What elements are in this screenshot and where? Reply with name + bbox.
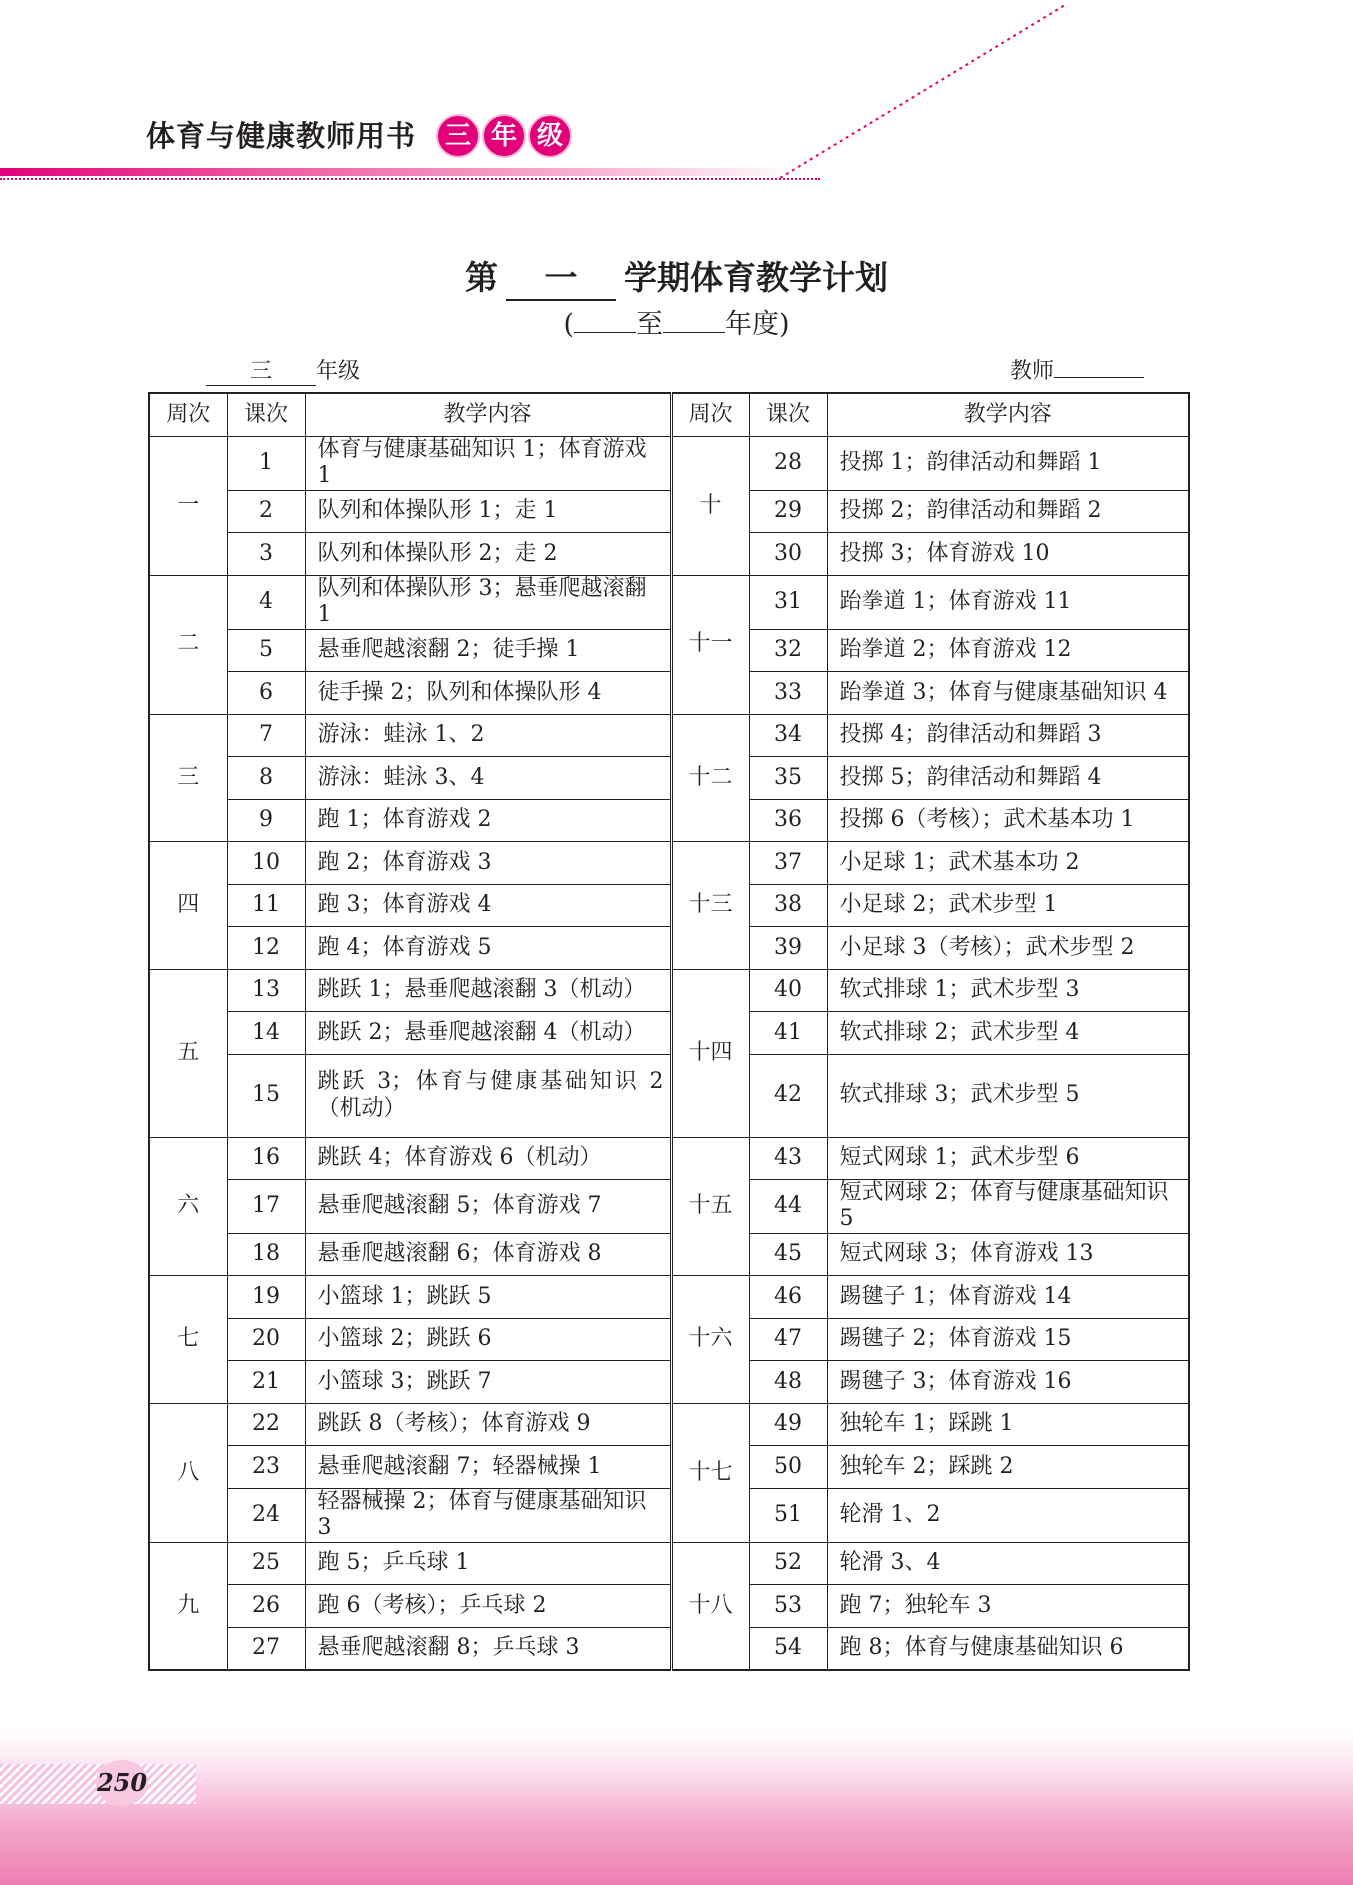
table-row — [149, 1180, 1189, 1234]
lesson-content-cell: 投掷 2；韵律活动和舞蹈 2 — [827, 490, 1189, 533]
grade-badge-2: 年 — [482, 114, 526, 158]
book-title: 体育与健康教师用书 — [146, 119, 417, 153]
lesson-number-cell: 33 — [749, 672, 827, 715]
lesson-number-cell: 10 — [227, 842, 305, 885]
lesson-content-cell: 软式排球 2；武术步型 4 — [827, 1012, 1189, 1055]
lesson-number-cell: 17 — [227, 1180, 305, 1234]
page-number: 250 — [96, 1760, 148, 1806]
lesson-number-cell: 43 — [749, 1137, 827, 1180]
lesson-number-cell: 16 — [227, 1137, 305, 1180]
lesson-number-cell: 9 — [227, 799, 305, 842]
table-row — [149, 1012, 1189, 1055]
lesson-number-cell: 51 — [749, 1488, 827, 1542]
lesson-number-cell: 12 — [227, 927, 305, 970]
table-row — [149, 1627, 1189, 1670]
lesson-number-cell: 20 — [227, 1318, 305, 1361]
lesson-number-cell: 40 — [749, 969, 827, 1012]
table-header-row — [149, 393, 1189, 437]
lesson-number-cell: 42 — [749, 1054, 827, 1137]
lesson-number-cell: 25 — [227, 1542, 305, 1585]
header-content: 教学内容 — [827, 393, 1189, 437]
table-row — [149, 1318, 1189, 1361]
lesson-number-cell: 48 — [749, 1361, 827, 1404]
lesson-number-cell: 19 — [227, 1276, 305, 1319]
lesson-content-cell: 短式网球 3；体育游戏 13 — [827, 1233, 1189, 1276]
lesson-content-cell: 小足球 1；武术基本功 2 — [827, 842, 1189, 885]
lesson-number-cell: 34 — [749, 714, 827, 757]
lesson-number-cell: 29 — [749, 490, 827, 533]
table-row — [149, 884, 1189, 927]
grade-field — [206, 354, 360, 386]
table-row — [149, 629, 1189, 672]
lesson-content-cell: 跳跃 1；悬垂爬越滚翻 3（机动） — [305, 969, 671, 1012]
lesson-number-cell: 36 — [749, 799, 827, 842]
lesson-content-cell: 悬垂爬越滚翻 7；轻器械操 1 — [305, 1446, 671, 1489]
header-lesson: 课次 — [227, 393, 305, 437]
header-content: 教学内容 — [305, 393, 671, 437]
lesson-content-cell: 独轮车 1；踩跳 1 — [827, 1403, 1189, 1446]
year-label: 年度) — [725, 309, 790, 340]
year-open: ( — [563, 309, 574, 340]
lesson-number-cell: 4 — [227, 575, 305, 629]
lesson-number-cell: 46 — [749, 1276, 827, 1319]
lesson-number-cell: 49 — [749, 1403, 827, 1446]
table-row — [149, 757, 1189, 800]
lesson-number-cell: 47 — [749, 1318, 827, 1361]
lesson-number-cell: 7 — [227, 714, 305, 757]
week-cell: 十一 — [671, 575, 749, 714]
table-row — [149, 1276, 1189, 1319]
header-dotted-rule — [0, 178, 820, 180]
lesson-number-cell: 11 — [227, 884, 305, 927]
lesson-content-cell: 徒手操 2；队列和体操队形 4 — [305, 672, 671, 715]
week-cell: 九 — [149, 1542, 227, 1670]
lesson-number-cell: 14 — [227, 1012, 305, 1055]
week-cell: 十八 — [671, 1542, 749, 1670]
week-cell: 十四 — [671, 969, 749, 1137]
table-row — [149, 672, 1189, 715]
lesson-content-cell: 游泳：蛙泳 3、4 — [305, 757, 671, 800]
table-row — [149, 575, 1189, 629]
lesson-number-cell: 53 — [749, 1585, 827, 1628]
table-row — [149, 1137, 1189, 1180]
lesson-number-cell: 44 — [749, 1180, 827, 1234]
week-cell: 十七 — [671, 1403, 749, 1542]
year-start-blank — [574, 308, 636, 333]
lesson-content-cell: 投掷 6（考核）；武术基本功 1 — [827, 799, 1189, 842]
lesson-number-cell: 3 — [227, 533, 305, 576]
lesson-content-cell: 队列和体操队形 3；悬垂爬越滚翻 1 — [305, 575, 671, 629]
lesson-number-cell: 26 — [227, 1585, 305, 1628]
lesson-number-cell: 31 — [749, 575, 827, 629]
table-row — [149, 1542, 1189, 1585]
header-lesson: 课次 — [749, 393, 827, 437]
grade-label: 年级 — [316, 359, 361, 384]
lesson-content-cell: 独轮车 2；踩跳 2 — [827, 1446, 1189, 1489]
lesson-number-cell: 2 — [227, 490, 305, 533]
lesson-content-cell: 踢毽子 1；体育游戏 14 — [827, 1276, 1189, 1319]
table-row — [149, 533, 1189, 576]
teacher-blank — [1054, 355, 1144, 378]
lesson-number-cell: 50 — [749, 1446, 827, 1489]
academic-year-line — [0, 302, 1353, 341]
lesson-content-cell: 投掷 3；体育游戏 10 — [827, 533, 1189, 576]
table-row — [149, 490, 1189, 533]
lesson-content-cell: 跑 4；体育游戏 5 — [305, 927, 671, 970]
lesson-content-cell: 小足球 3（考核）；武术步型 2 — [827, 927, 1189, 970]
lesson-number-cell: 15 — [227, 1054, 305, 1137]
year-to: 至 — [636, 309, 663, 340]
lesson-content-cell: 跳跃 8（考核）；体育游戏 9 — [305, 1403, 671, 1446]
lesson-number-cell: 5 — [227, 629, 305, 672]
lesson-content-cell: 队列和体操队形 2；走 2 — [305, 533, 671, 576]
lesson-content-cell: 体育与健康基础知识 1；体育游戏 1 — [305, 437, 671, 491]
lesson-content-cell: 跳跃 2；悬垂爬越滚翻 4（机动） — [305, 1012, 671, 1055]
lesson-number-cell: 18 — [227, 1233, 305, 1276]
lesson-content-cell: 跑 1；体育游戏 2 — [305, 799, 671, 842]
lesson-number-cell: 8 — [227, 757, 305, 800]
lesson-content-cell: 投掷 5；韵律活动和舞蹈 4 — [827, 757, 1189, 800]
lesson-number-cell: 54 — [749, 1627, 827, 1670]
lesson-content-cell: 队列和体操队形 1；走 1 — [305, 490, 671, 533]
lesson-content-cell: 悬垂爬越滚翻 2；徒手操 1 — [305, 629, 671, 672]
lesson-content-cell: 跆拳道 1；体育游戏 11 — [827, 575, 1189, 629]
lesson-content-cell: 投掷 1；韵律活动和舞蹈 1 — [827, 437, 1189, 491]
table-row — [149, 842, 1189, 885]
lesson-content-cell: 踢毽子 3；体育游戏 16 — [827, 1361, 1189, 1404]
lesson-content-cell: 轮滑 1、2 — [827, 1488, 1189, 1542]
table-row — [149, 437, 1189, 491]
lesson-number-cell: 41 — [749, 1012, 827, 1055]
table-row — [149, 927, 1189, 970]
lesson-number-cell: 32 — [749, 629, 827, 672]
lesson-content-cell: 小足球 2；武术步型 1 — [827, 884, 1189, 927]
footer-band — [0, 1730, 1353, 1885]
table-row — [149, 1488, 1189, 1542]
table-row — [149, 1054, 1189, 1137]
table-row — [149, 1446, 1189, 1489]
lesson-number-cell: 1 — [227, 437, 305, 491]
table-row — [149, 1233, 1189, 1276]
lesson-number-cell: 45 — [749, 1233, 827, 1276]
grade-badge-1: 三 — [436, 114, 480, 158]
lesson-content-cell: 投掷 4；韵律活动和舞蹈 3 — [827, 714, 1189, 757]
lesson-number-cell: 22 — [227, 1403, 305, 1446]
lesson-number-cell: 6 — [227, 672, 305, 715]
table-row — [149, 1585, 1189, 1628]
lesson-content-cell: 轻器械操 2；体育与健康基础知识 3 — [305, 1488, 671, 1542]
lesson-number-cell: 23 — [227, 1446, 305, 1489]
lesson-number-cell: 30 — [749, 533, 827, 576]
lesson-number-cell: 52 — [749, 1542, 827, 1585]
lesson-number-cell: 38 — [749, 884, 827, 927]
lesson-number-cell: 37 — [749, 842, 827, 885]
table-row — [149, 714, 1189, 757]
table-row — [149, 1403, 1189, 1446]
lesson-content-cell: 跆拳道 2；体育游戏 12 — [827, 629, 1189, 672]
lesson-content-cell: 跑 8；体育与健康基础知识 6 — [827, 1627, 1189, 1670]
lesson-content-cell: 小篮球 1；跳跃 5 — [305, 1276, 671, 1319]
week-cell: 八 — [149, 1403, 227, 1542]
teacher-field — [1010, 354, 1144, 385]
lesson-number-cell: 35 — [749, 757, 827, 800]
header-diagonal-decoration — [780, 0, 1080, 200]
lesson-content-cell: 游泳：蛙泳 1、2 — [305, 714, 671, 757]
lesson-content-cell: 跑 5；乒乓球 1 — [305, 1542, 671, 1585]
week-cell: 十二 — [671, 714, 749, 842]
year-end-blank — [663, 308, 725, 333]
week-cell: 十 — [671, 437, 749, 576]
lesson-content-cell: 软式排球 1；武术步型 3 — [827, 969, 1189, 1012]
lesson-content-cell: 短式网球 1；武术步型 6 — [827, 1137, 1189, 1180]
lesson-content-cell: 悬垂爬越滚翻 8；乒乓球 3 — [305, 1627, 671, 1670]
lesson-number-cell: 39 — [749, 927, 827, 970]
lesson-content-cell: 小篮球 3；跳跃 7 — [305, 1361, 671, 1404]
week-cell: 十三 — [671, 842, 749, 970]
title-suffix: 学期体育教学计划 — [624, 258, 888, 297]
title-prefix: 第 — [465, 258, 498, 297]
lesson-content-cell: 软式排球 3；武术步型 5 — [827, 1054, 1189, 1137]
table-row — [149, 799, 1189, 842]
grade-value: 三 — [206, 354, 316, 386]
lesson-content-cell: 小篮球 2；跳跃 6 — [305, 1318, 671, 1361]
lesson-number-cell: 13 — [227, 969, 305, 1012]
table-row — [149, 969, 1189, 1012]
week-cell: 一 — [149, 437, 227, 576]
header-rule — [0, 168, 800, 176]
lesson-content-cell: 跑 6（考核）；乒乓球 2 — [305, 1585, 671, 1628]
lesson-number-cell: 24 — [227, 1488, 305, 1542]
lesson-content-cell: 轮滑 3、4 — [827, 1542, 1189, 1585]
week-cell: 四 — [149, 842, 227, 970]
lesson-content-cell: 跑 2；体育游戏 3 — [305, 842, 671, 885]
lesson-content-cell: 悬垂爬越滚翻 5；体育游戏 7 — [305, 1180, 671, 1234]
week-cell: 十六 — [671, 1276, 749, 1404]
lesson-number-cell: 28 — [749, 437, 827, 491]
week-cell: 二 — [149, 575, 227, 714]
table-row — [149, 1361, 1189, 1404]
term-number: 一 — [506, 252, 616, 301]
teaching-plan-table — [148, 392, 1190, 1671]
lesson-number-cell: 21 — [227, 1361, 305, 1404]
teacher-label: 教师 — [1010, 359, 1055, 384]
lesson-content-cell: 跳跃 4；体育游戏 6（机动） — [305, 1137, 671, 1180]
week-cell: 五 — [149, 969, 227, 1137]
page-title — [0, 252, 1353, 301]
lesson-number-cell: 27 — [227, 1627, 305, 1670]
week-cell: 十五 — [671, 1137, 749, 1276]
lesson-content-cell: 跑 7；独轮车 3 — [827, 1585, 1189, 1628]
week-cell: 三 — [149, 714, 227, 842]
lesson-content-cell: 跑 3；体育游戏 4 — [305, 884, 671, 927]
header-week: 周次 — [671, 393, 749, 437]
grade-badge-3: 级 — [528, 114, 572, 158]
lesson-content-cell: 踢毽子 2；体育游戏 15 — [827, 1318, 1189, 1361]
header-week: 周次 — [149, 393, 227, 437]
lesson-content-cell: 跆拳道 3；体育与健康基础知识 4 — [827, 672, 1189, 715]
lesson-content-cell: 跳跃 3；体育与健康基础知识 2（机动） — [305, 1054, 671, 1137]
lesson-content-cell: 悬垂爬越滚翻 6；体育游戏 8 — [305, 1233, 671, 1276]
lesson-content-cell: 短式网球 2；体育与健康基础知识 5 — [827, 1180, 1189, 1234]
week-cell: 六 — [149, 1137, 227, 1276]
week-cell: 七 — [149, 1276, 227, 1404]
